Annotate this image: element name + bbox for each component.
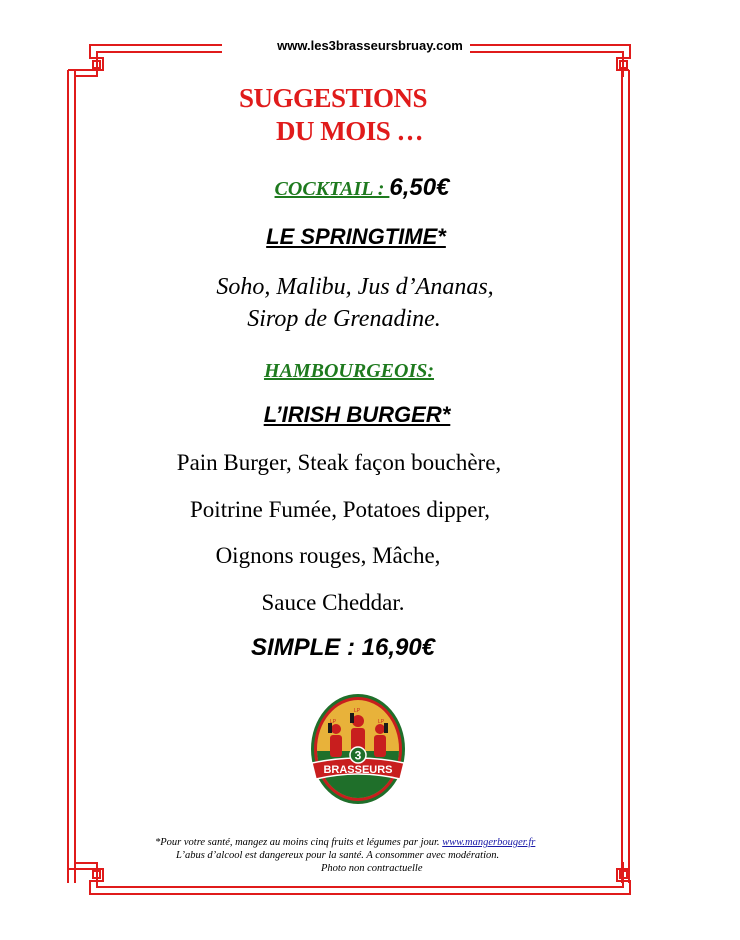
logo-badge-3: LP [378,719,385,725]
burger-name-row [0,402,727,428]
website-url: www.les3brasseursbruay.com [0,38,740,53]
burger-name: L’IRISH BURGER* [263,402,451,427]
burger-price: SIMPLE : 16,90€ [250,634,436,661]
brasseurs-logo [308,693,408,805]
burger-header [0,360,719,383]
cocktail-ingredients-1: Soho, Malibu, Jus d’Ananas, [216,274,494,300]
cocktail-price: 6,50€ [389,174,450,201]
logo-badge-1: LP [330,719,337,725]
footer-line-2: L’abus d’alcool est dangereux pour la santé. A consommer avec modération. [176,850,500,861]
cocktail-ingredients-2: Sirop de Grenadine. [247,306,441,332]
logo-number: 3 [354,748,362,763]
burger-ingredients-2: Poitrine Fumée, Potatoes dipper, [190,497,490,522]
burger-ingredients-1: Pain Burger, Steak façon bouchère, [176,450,502,475]
cocktail-header [0,174,732,202]
burger-ingredients-3: Oignons rouges, Mâche, [215,543,441,568]
burger-ingredients-4: Sauce Cheddar. [261,590,405,615]
title-line-1: SUGGESTIONS [239,83,428,113]
logo-text: BRASSEURS [323,764,393,776]
logo-badge-2: LP [354,708,361,714]
cocktail-label: COCKTAIL : [274,178,390,200]
cocktail-name-row [0,224,726,250]
footer-line-1: *Pour votre santé, mangez au moins cinq fruits et légumes par jour. [155,837,443,848]
burger-label: HAMBOURGEOIS: [263,360,435,382]
footer-health-notice [155,837,535,848]
title-line-2: DU MOIS … [276,116,424,146]
cocktail-name: LE SPRINGTIME* [266,224,446,249]
burger-price-row [0,634,713,662]
mangerbouger-link[interactable]: www.mangerbouger.fr [442,837,536,848]
footer-line-3: Photo non contractuelle [321,863,423,874]
